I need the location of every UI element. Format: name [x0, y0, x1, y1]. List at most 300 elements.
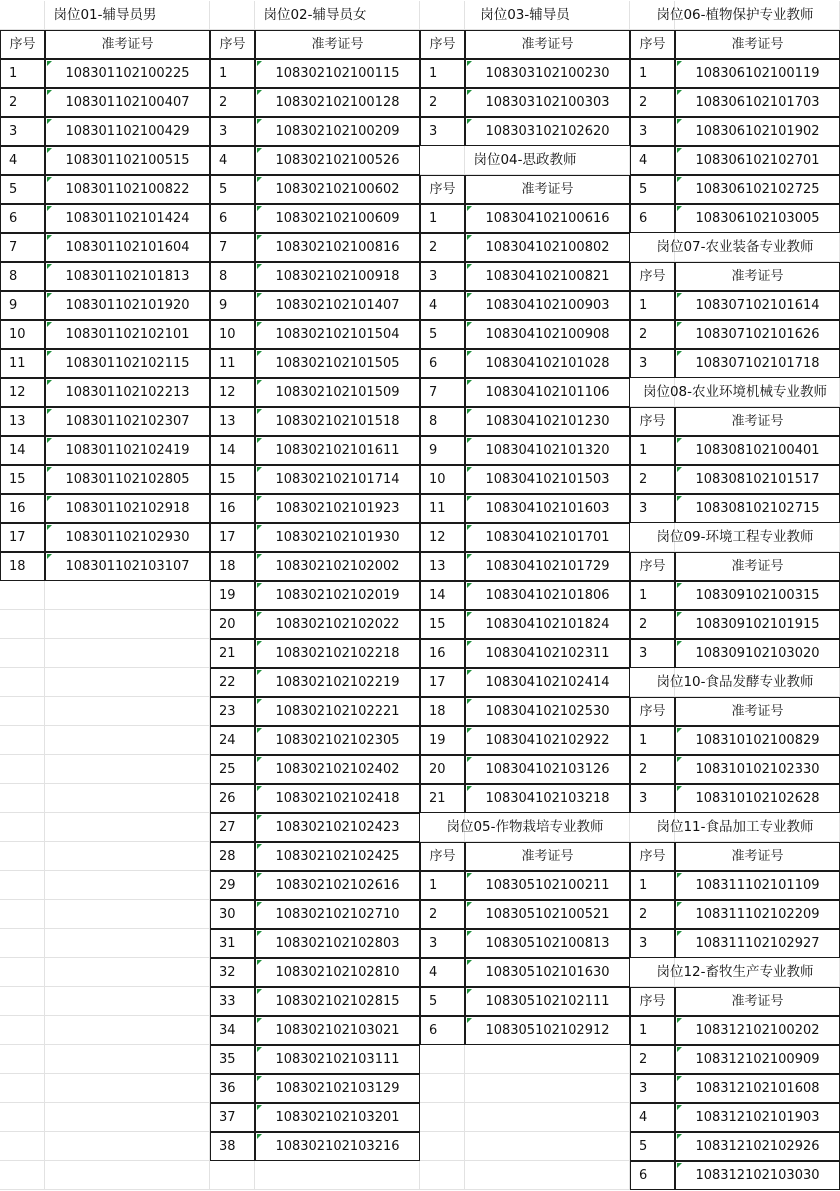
grid-cell	[45, 784, 210, 813]
admission-number: 108312102101903	[675, 1103, 840, 1132]
grid-cell	[45, 1103, 210, 1132]
admission-number: 108312102103030	[675, 1161, 840, 1190]
grid-cell	[45, 697, 210, 726]
admission-number: 108304102101503	[465, 465, 630, 494]
grid-cell	[0, 726, 45, 755]
grid-cell	[255, 1161, 420, 1190]
row-seq: 2	[630, 610, 675, 639]
admission-number: 108302102101407	[255, 291, 420, 320]
row-seq: 20	[210, 610, 255, 639]
row-seq: 6	[420, 1016, 465, 1045]
admission-number: 108302102102425	[255, 842, 420, 871]
admission-number: 108301102102930	[45, 523, 210, 552]
grid-cell	[0, 929, 45, 958]
admission-number: 108304102101230	[465, 407, 630, 436]
grid-cell	[0, 958, 45, 987]
admission-number: 108302102102221	[255, 697, 420, 726]
admission-number: 108302102102019	[255, 581, 420, 610]
row-seq: 21	[210, 639, 255, 668]
admission-number: 108302102102710	[255, 900, 420, 929]
grid-cell	[45, 639, 210, 668]
admission-number: 108302102102219	[255, 668, 420, 697]
row-seq: 15	[210, 465, 255, 494]
row-seq: 32	[210, 958, 255, 987]
row-seq: 3	[420, 929, 465, 958]
admission-number: 108304102101806	[465, 581, 630, 610]
admission-number: 108301102102115	[45, 349, 210, 378]
admission-number: 108302102102815	[255, 987, 420, 1016]
row-seq: 5	[630, 1132, 675, 1161]
row-seq: 3	[630, 494, 675, 523]
admission-number: 108304102101729	[465, 552, 630, 581]
grid-cell	[45, 581, 210, 610]
admission-number: 108301102102805	[45, 465, 210, 494]
admission-number: 108310102102330	[675, 755, 840, 784]
row-seq: 9	[210, 291, 255, 320]
row-seq: 2	[630, 465, 675, 494]
row-seq: 3	[630, 784, 675, 813]
grid-cell	[45, 900, 210, 929]
row-seq: 1	[420, 204, 465, 233]
grid-cell	[210, 1161, 255, 1190]
seq-header: 序号	[630, 842, 675, 871]
row-seq: 33	[210, 987, 255, 1016]
row-seq: 2	[630, 1045, 675, 1074]
grid-cell	[45, 1161, 210, 1190]
row-seq: 13	[420, 552, 465, 581]
row-seq: 4	[0, 146, 45, 175]
admission-number: 108309102103020	[675, 639, 840, 668]
admission-number: 108301102100515	[45, 146, 210, 175]
id-header: 准考证号	[465, 842, 630, 871]
id-header: 准考证号	[675, 697, 840, 726]
admission-number: 108304102100903	[465, 291, 630, 320]
row-seq: 20	[420, 755, 465, 784]
row-seq: 17	[210, 523, 255, 552]
row-seq: 10	[210, 320, 255, 349]
seq-header: 序号	[210, 30, 255, 59]
row-seq: 17	[0, 523, 45, 552]
id-header: 准考证号	[675, 552, 840, 581]
row-seq: 2	[630, 320, 675, 349]
admission-number: 108304102102922	[465, 726, 630, 755]
admission-number: 108302102100609	[255, 204, 420, 233]
admission-number: 108302102100816	[255, 233, 420, 262]
admission-number: 108302102101930	[255, 523, 420, 552]
row-seq: 8	[0, 262, 45, 291]
row-seq: 29	[210, 871, 255, 900]
admission-number: 108303102100303	[465, 88, 630, 117]
admission-number: 108312102100202	[675, 1016, 840, 1045]
grid-cell	[420, 1132, 465, 1161]
row-seq: 3	[630, 929, 675, 958]
admission-number: 108301102102307	[45, 407, 210, 436]
admission-number: 108301102100225	[45, 59, 210, 88]
admission-number: 108302102101504	[255, 320, 420, 349]
row-seq: 3	[0, 117, 45, 146]
id-header: 准考证号	[675, 30, 840, 59]
row-seq: 15	[420, 610, 465, 639]
grid-cell	[420, 1103, 465, 1132]
grid-cell	[0, 987, 45, 1016]
row-seq: 1	[420, 59, 465, 88]
row-seq: 26	[210, 784, 255, 813]
admission-number: 108301102100429	[45, 117, 210, 146]
row-seq: 2	[210, 88, 255, 117]
position-title: 岗位11-食品加工专业教师	[656, 818, 814, 835]
row-seq: 3	[630, 1074, 675, 1103]
admission-number: 108304102102414	[465, 668, 630, 697]
admission-number: 108302102100918	[255, 262, 420, 291]
admission-number: 108304102101320	[465, 436, 630, 465]
grid-cell	[0, 813, 45, 842]
row-seq: 3	[630, 349, 675, 378]
admission-number: 108308102100401	[675, 436, 840, 465]
admission-number: 108302102102616	[255, 871, 420, 900]
position-title: 岗位08-农业环境机械专业教师	[642, 383, 828, 400]
row-seq: 13	[0, 407, 45, 436]
position-title: 岗位07-农业装备专业教师	[656, 238, 814, 255]
row-seq: 5	[420, 987, 465, 1016]
admission-number: 108306102103005	[675, 204, 840, 233]
admission-number: 108301102102101	[45, 320, 210, 349]
grid-cell	[420, 1161, 465, 1190]
row-seq: 36	[210, 1074, 255, 1103]
seq-header: 序号	[630, 697, 675, 726]
grid-cell	[45, 668, 210, 697]
admission-number: 108303102100230	[465, 59, 630, 88]
admission-number: 108301102101813	[45, 262, 210, 291]
row-seq: 2	[0, 88, 45, 117]
admission-number: 108302102100128	[255, 88, 420, 117]
grid-cell	[45, 726, 210, 755]
admission-number: 108308102101517	[675, 465, 840, 494]
row-seq: 6	[0, 204, 45, 233]
admission-number: 108301102102419	[45, 436, 210, 465]
row-seq: 4	[420, 958, 465, 987]
admission-number: 108310102100829	[675, 726, 840, 755]
grid-cell	[0, 784, 45, 813]
row-seq: 27	[210, 813, 255, 842]
row-seq: 4	[630, 146, 675, 175]
admission-number: 108302102103111	[255, 1045, 420, 1074]
position-title: 岗位04-思政教师	[473, 151, 577, 168]
admission-number: 108302102103216	[255, 1132, 420, 1161]
admission-number: 108302102100526	[255, 146, 420, 175]
row-seq: 5	[0, 175, 45, 204]
row-seq: 14	[0, 436, 45, 465]
admission-number: 108305102100521	[465, 900, 630, 929]
row-seq: 4	[630, 1103, 675, 1132]
row-seq: 18	[420, 697, 465, 726]
row-seq: 1	[630, 1016, 675, 1045]
position-title: 岗位03-辅导员	[480, 6, 570, 23]
row-seq: 3	[420, 262, 465, 291]
row-seq: 7	[420, 378, 465, 407]
grid-cell	[45, 929, 210, 958]
admission-number: 108304102100802	[465, 233, 630, 262]
row-seq: 13	[210, 407, 255, 436]
admission-number: 108304102101824	[465, 610, 630, 639]
id-header: 准考证号	[255, 30, 420, 59]
row-seq: 7	[210, 233, 255, 262]
row-seq: 1	[420, 871, 465, 900]
row-seq: 12	[210, 378, 255, 407]
row-seq: 6	[630, 1161, 675, 1190]
admission-number: 108302102102305	[255, 726, 420, 755]
admission-number: 108302102102402	[255, 755, 420, 784]
row-seq: 5	[420, 320, 465, 349]
grid-cell	[45, 871, 210, 900]
row-seq: 1	[630, 291, 675, 320]
row-seq: 6	[630, 204, 675, 233]
grid-cell	[0, 1045, 45, 1074]
admission-number: 108301102100407	[45, 88, 210, 117]
row-seq: 17	[420, 668, 465, 697]
row-seq: 9	[0, 291, 45, 320]
row-seq: 11	[210, 349, 255, 378]
position-title: 岗位06-植物保护专业教师	[656, 6, 814, 23]
admission-number: 108307102101614	[675, 291, 840, 320]
grid-cell	[0, 842, 45, 871]
admission-number: 108301102102213	[45, 378, 210, 407]
admission-number: 108310102102628	[675, 784, 840, 813]
grid-cell	[45, 1132, 210, 1161]
admission-number: 108302102101611	[255, 436, 420, 465]
admission-number: 108306102101902	[675, 117, 840, 146]
admission-number: 108306102101703	[675, 88, 840, 117]
row-seq: 18	[0, 552, 45, 581]
seq-header: 序号	[630, 552, 675, 581]
row-seq: 1	[0, 59, 45, 88]
grid-cell	[0, 1161, 45, 1190]
admission-number: 108305102102912	[465, 1016, 630, 1045]
row-seq: 24	[210, 726, 255, 755]
row-seq: 14	[420, 581, 465, 610]
row-seq: 38	[210, 1132, 255, 1161]
position-title: 岗位09-环境工程专业教师	[656, 528, 814, 545]
admission-number: 108302102102002	[255, 552, 420, 581]
admission-number: 108312102100909	[675, 1045, 840, 1074]
admission-number: 108311102102927	[675, 929, 840, 958]
row-seq: 1	[630, 59, 675, 88]
id-header: 准考证号	[675, 262, 840, 291]
row-seq: 3	[630, 639, 675, 668]
admission-number: 108302102103129	[255, 1074, 420, 1103]
admission-number: 108306102100119	[675, 59, 840, 88]
admission-number: 108305102100813	[465, 929, 630, 958]
grid-cell	[465, 1074, 630, 1103]
row-seq: 21	[420, 784, 465, 813]
admission-number: 108304102101701	[465, 523, 630, 552]
grid-cell	[45, 842, 210, 871]
admission-number: 108302102102423	[255, 813, 420, 842]
id-header: 准考证号	[675, 987, 840, 1016]
admission-number: 108307102101626	[675, 320, 840, 349]
row-seq: 11	[420, 494, 465, 523]
grid-cell	[0, 581, 45, 610]
row-seq: 2	[630, 88, 675, 117]
admission-number: 108304102100616	[465, 204, 630, 233]
admission-number: 108302102101518	[255, 407, 420, 436]
admission-number: 108306102102701	[675, 146, 840, 175]
admission-number: 108301102102918	[45, 494, 210, 523]
row-seq: 28	[210, 842, 255, 871]
position-title: 岗位10-食品发酵专业教师	[656, 673, 814, 690]
grid-cell	[45, 1045, 210, 1074]
row-seq: 6	[210, 204, 255, 233]
row-seq: 16	[0, 494, 45, 523]
row-seq: 1	[630, 871, 675, 900]
admission-number: 108311102101109	[675, 871, 840, 900]
row-seq: 6	[420, 349, 465, 378]
admission-number: 108302102102810	[255, 958, 420, 987]
row-seq: 14	[210, 436, 255, 465]
row-seq: 1	[630, 581, 675, 610]
admission-number: 108305102101630	[465, 958, 630, 987]
row-seq: 1	[630, 436, 675, 465]
row-seq: 22	[210, 668, 255, 697]
grid-cell	[0, 1132, 45, 1161]
grid-cell	[45, 1016, 210, 1045]
grid-cell	[0, 900, 45, 929]
row-seq: 23	[210, 697, 255, 726]
admission-number: 108302102101509	[255, 378, 420, 407]
id-header: 准考证号	[675, 407, 840, 436]
admission-number: 108304102101028	[465, 349, 630, 378]
grid-cell	[420, 1074, 465, 1103]
admission-number: 108302102102218	[255, 639, 420, 668]
admission-number: 108301102101604	[45, 233, 210, 262]
row-seq: 3	[210, 117, 255, 146]
row-seq: 8	[420, 407, 465, 436]
seq-header: 序号	[420, 175, 465, 204]
row-seq: 30	[210, 900, 255, 929]
grid-cell	[0, 755, 45, 784]
admission-number: 108311102102209	[675, 900, 840, 929]
grid-cell	[465, 1045, 630, 1074]
row-seq: 15	[0, 465, 45, 494]
admission-number: 108302102101923	[255, 494, 420, 523]
position-title: 岗位12-畜牧生产专业教师	[656, 963, 814, 980]
row-seq: 10	[0, 320, 45, 349]
grid-cell	[0, 668, 45, 697]
admission-number: 108305102102111	[465, 987, 630, 1016]
admission-number: 108304102103218	[465, 784, 630, 813]
row-seq: 3	[420, 117, 465, 146]
seq-header: 序号	[630, 30, 675, 59]
admission-number: 108302102103201	[255, 1103, 420, 1132]
admission-number: 108301102100822	[45, 175, 210, 204]
admission-number: 108312102102926	[675, 1132, 840, 1161]
row-seq: 2	[420, 88, 465, 117]
grid-cell	[0, 697, 45, 726]
row-seq: 18	[210, 552, 255, 581]
grid-cell	[0, 1016, 45, 1045]
grid-cell	[0, 1103, 45, 1132]
grid-cell	[45, 610, 210, 639]
row-seq: 25	[210, 755, 255, 784]
row-seq: 34	[210, 1016, 255, 1045]
position-title: 岗位02-辅导员女	[263, 6, 367, 23]
admission-number: 108302102102022	[255, 610, 420, 639]
admission-number: 108302102103021	[255, 1016, 420, 1045]
grid-cell	[465, 1161, 630, 1190]
grid-cell	[0, 1074, 45, 1103]
row-seq: 37	[210, 1103, 255, 1132]
row-seq: 12	[420, 523, 465, 552]
grid-cell	[465, 1132, 630, 1161]
seq-header: 序号	[630, 262, 675, 291]
row-seq: 7	[0, 233, 45, 262]
row-seq: 2	[630, 900, 675, 929]
admission-number: 108304102101603	[465, 494, 630, 523]
row-seq: 1	[210, 59, 255, 88]
admission-number: 108307102101718	[675, 349, 840, 378]
admission-number: 108301102101424	[45, 204, 210, 233]
row-seq: 5	[630, 175, 675, 204]
id-header: 准考证号	[45, 30, 210, 59]
admission-number: 108304102103126	[465, 755, 630, 784]
admission-number: 108302102101714	[255, 465, 420, 494]
position-title: 岗位05-作物栽培专业教师	[446, 818, 604, 835]
seq-header: 序号	[420, 30, 465, 59]
row-seq: 10	[420, 465, 465, 494]
row-seq: 4	[420, 291, 465, 320]
admission-number: 108302102100209	[255, 117, 420, 146]
grid-cell	[465, 1103, 630, 1132]
seq-header: 序号	[630, 987, 675, 1016]
row-seq: 11	[0, 349, 45, 378]
grid-cell	[420, 1045, 465, 1074]
row-seq: 2	[420, 900, 465, 929]
admission-number: 108301102101920	[45, 291, 210, 320]
admission-number: 108302102100115	[255, 59, 420, 88]
row-seq: 8	[210, 262, 255, 291]
row-seq: 12	[0, 378, 45, 407]
grid-cell	[0, 639, 45, 668]
admission-number: 108305102100211	[465, 871, 630, 900]
row-seq: 35	[210, 1045, 255, 1074]
admission-number: 108304102100821	[465, 262, 630, 291]
admission-number: 108308102102715	[675, 494, 840, 523]
row-seq: 2	[420, 233, 465, 262]
grid-cell	[45, 958, 210, 987]
row-seq: 16	[420, 639, 465, 668]
id-header: 准考证号	[675, 842, 840, 871]
admission-number: 108312102101608	[675, 1074, 840, 1103]
admission-number: 108304102102530	[465, 697, 630, 726]
position-title: 岗位01-辅导员男	[53, 6, 157, 23]
seq-header: 序号	[0, 30, 45, 59]
admission-number: 108304102102311	[465, 639, 630, 668]
grid-cell	[45, 987, 210, 1016]
seq-header: 序号	[420, 842, 465, 871]
grid-cell	[0, 871, 45, 900]
admission-number: 108302102101505	[255, 349, 420, 378]
grid-cell	[45, 755, 210, 784]
row-seq: 2	[630, 755, 675, 784]
admission-number: 108301102103107	[45, 552, 210, 581]
row-seq: 19	[420, 726, 465, 755]
admission-number: 108302102102418	[255, 784, 420, 813]
grid-cell	[0, 610, 45, 639]
row-seq: 16	[210, 494, 255, 523]
row-seq: 9	[420, 436, 465, 465]
row-seq: 4	[210, 146, 255, 175]
row-seq: 19	[210, 581, 255, 610]
row-seq: 1	[630, 726, 675, 755]
